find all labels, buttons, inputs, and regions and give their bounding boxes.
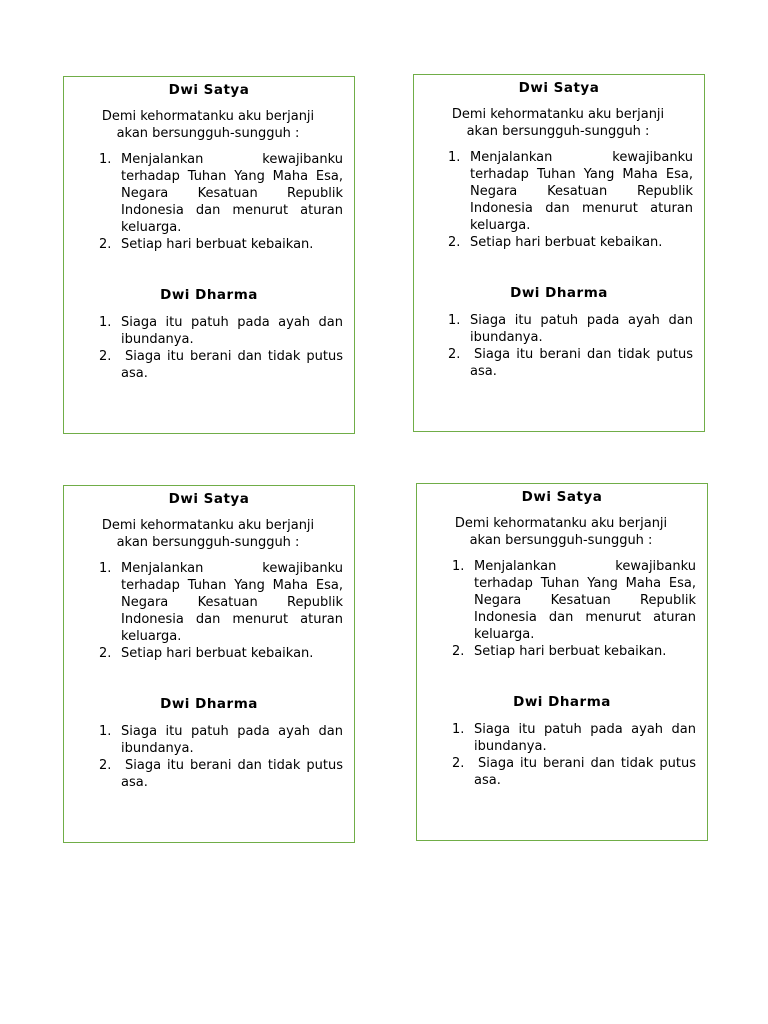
dharma-title: Dwi Dharma [160, 696, 258, 712]
satya-list [99, 151, 343, 253]
intro-line-2: akan bersungguh-sungguh : [469, 533, 653, 548]
dharma-list [452, 721, 696, 789]
satya-title: Dwi Satya [168, 491, 250, 507]
satya-list [448, 149, 693, 251]
list-item: 1. Siaga itu patuh pada ayah dan ibundanya. [452, 722, 696, 754]
dharma-title: Dwi Dharma [513, 694, 611, 710]
list-item: 1. Siaga itu patuh pada ayah dan ibundanya. [99, 315, 343, 347]
card-top-right [413, 74, 705, 432]
dharma-title: Dwi Dharma [160, 287, 258, 303]
satya-title: Dwi Satya [168, 82, 250, 98]
list-item: 1. Menjalankan kewajibanku terhadap Tuhan Yang Maha Esa, Negara Kesatuan Republik Indonesia dan menurut aturan keluarga. [448, 150, 693, 233]
intro-line-1: Demi kehormatanku aku berjanji [101, 109, 315, 124]
intro-line-1: Demi kehormatanku aku berjanji [101, 518, 315, 533]
intro-line-2: akan bersungguh-sungguh : [466, 124, 650, 139]
card-bottom-right [416, 483, 708, 841]
intro-text [62, 108, 354, 142]
list-item: 2. Siaga itu berani dan tidak putus asa. [448, 347, 693, 379]
card-bottom-left [63, 485, 355, 843]
list-item: 2. Siaga itu berani dan tidak putus asa. [99, 349, 343, 381]
intro-line-2: akan bersungguh-sungguh : [116, 126, 300, 141]
intro-line-1: Demi kehormatanku aku berjanji [451, 107, 665, 122]
list-item: 1. Menjalankan kewajibanku terhadap Tuhan Yang Maha Esa, Negara Kesatuan Republik Indonesia dan menurut aturan keluarga. [99, 152, 343, 235]
intro-text [62, 517, 354, 551]
intro-line-2: akan bersungguh-sungguh : [116, 535, 300, 550]
intro-line-1: Demi kehormatanku aku berjanji [454, 516, 668, 531]
card-top-left [63, 76, 355, 434]
list-item: 1. Siaga itu patuh pada ayah dan ibundanya. [99, 724, 343, 756]
intro-text [415, 515, 707, 549]
list-item: 1. Menjalankan kewajibanku terhadap Tuhan Yang Maha Esa, Negara Kesatuan Republik Indonesia dan menurut aturan keluarga. [452, 559, 696, 642]
list-item: 2. Siaga itu berani dan tidak putus asa. [452, 756, 696, 788]
list-item: 2. Setiap hari berbuat kebaikan. [99, 646, 314, 661]
dharma-title: Dwi Dharma [510, 285, 608, 301]
dharma-list [448, 312, 693, 380]
satya-list [452, 558, 696, 660]
list-item: 1. Menjalankan kewajibanku terhadap Tuhan Yang Maha Esa, Negara Kesatuan Republik Indonesia dan menurut aturan keluarga. [99, 561, 343, 644]
satya-title: Dwi Satya [518, 80, 600, 96]
list-item: 2. Setiap hari berbuat kebaikan. [448, 235, 663, 250]
dharma-list [99, 723, 343, 791]
list-item: 1. Siaga itu patuh pada ayah dan ibundanya. [448, 313, 693, 345]
dharma-list [99, 314, 343, 382]
satya-list [99, 560, 343, 662]
list-item: 2. Setiap hari berbuat kebaikan. [452, 644, 667, 659]
intro-text [412, 106, 704, 140]
list-item: 2. Siaga itu berani dan tidak putus asa. [99, 758, 343, 790]
list-item: 2. Setiap hari berbuat kebaikan. [99, 237, 314, 252]
satya-title: Dwi Satya [521, 489, 603, 505]
